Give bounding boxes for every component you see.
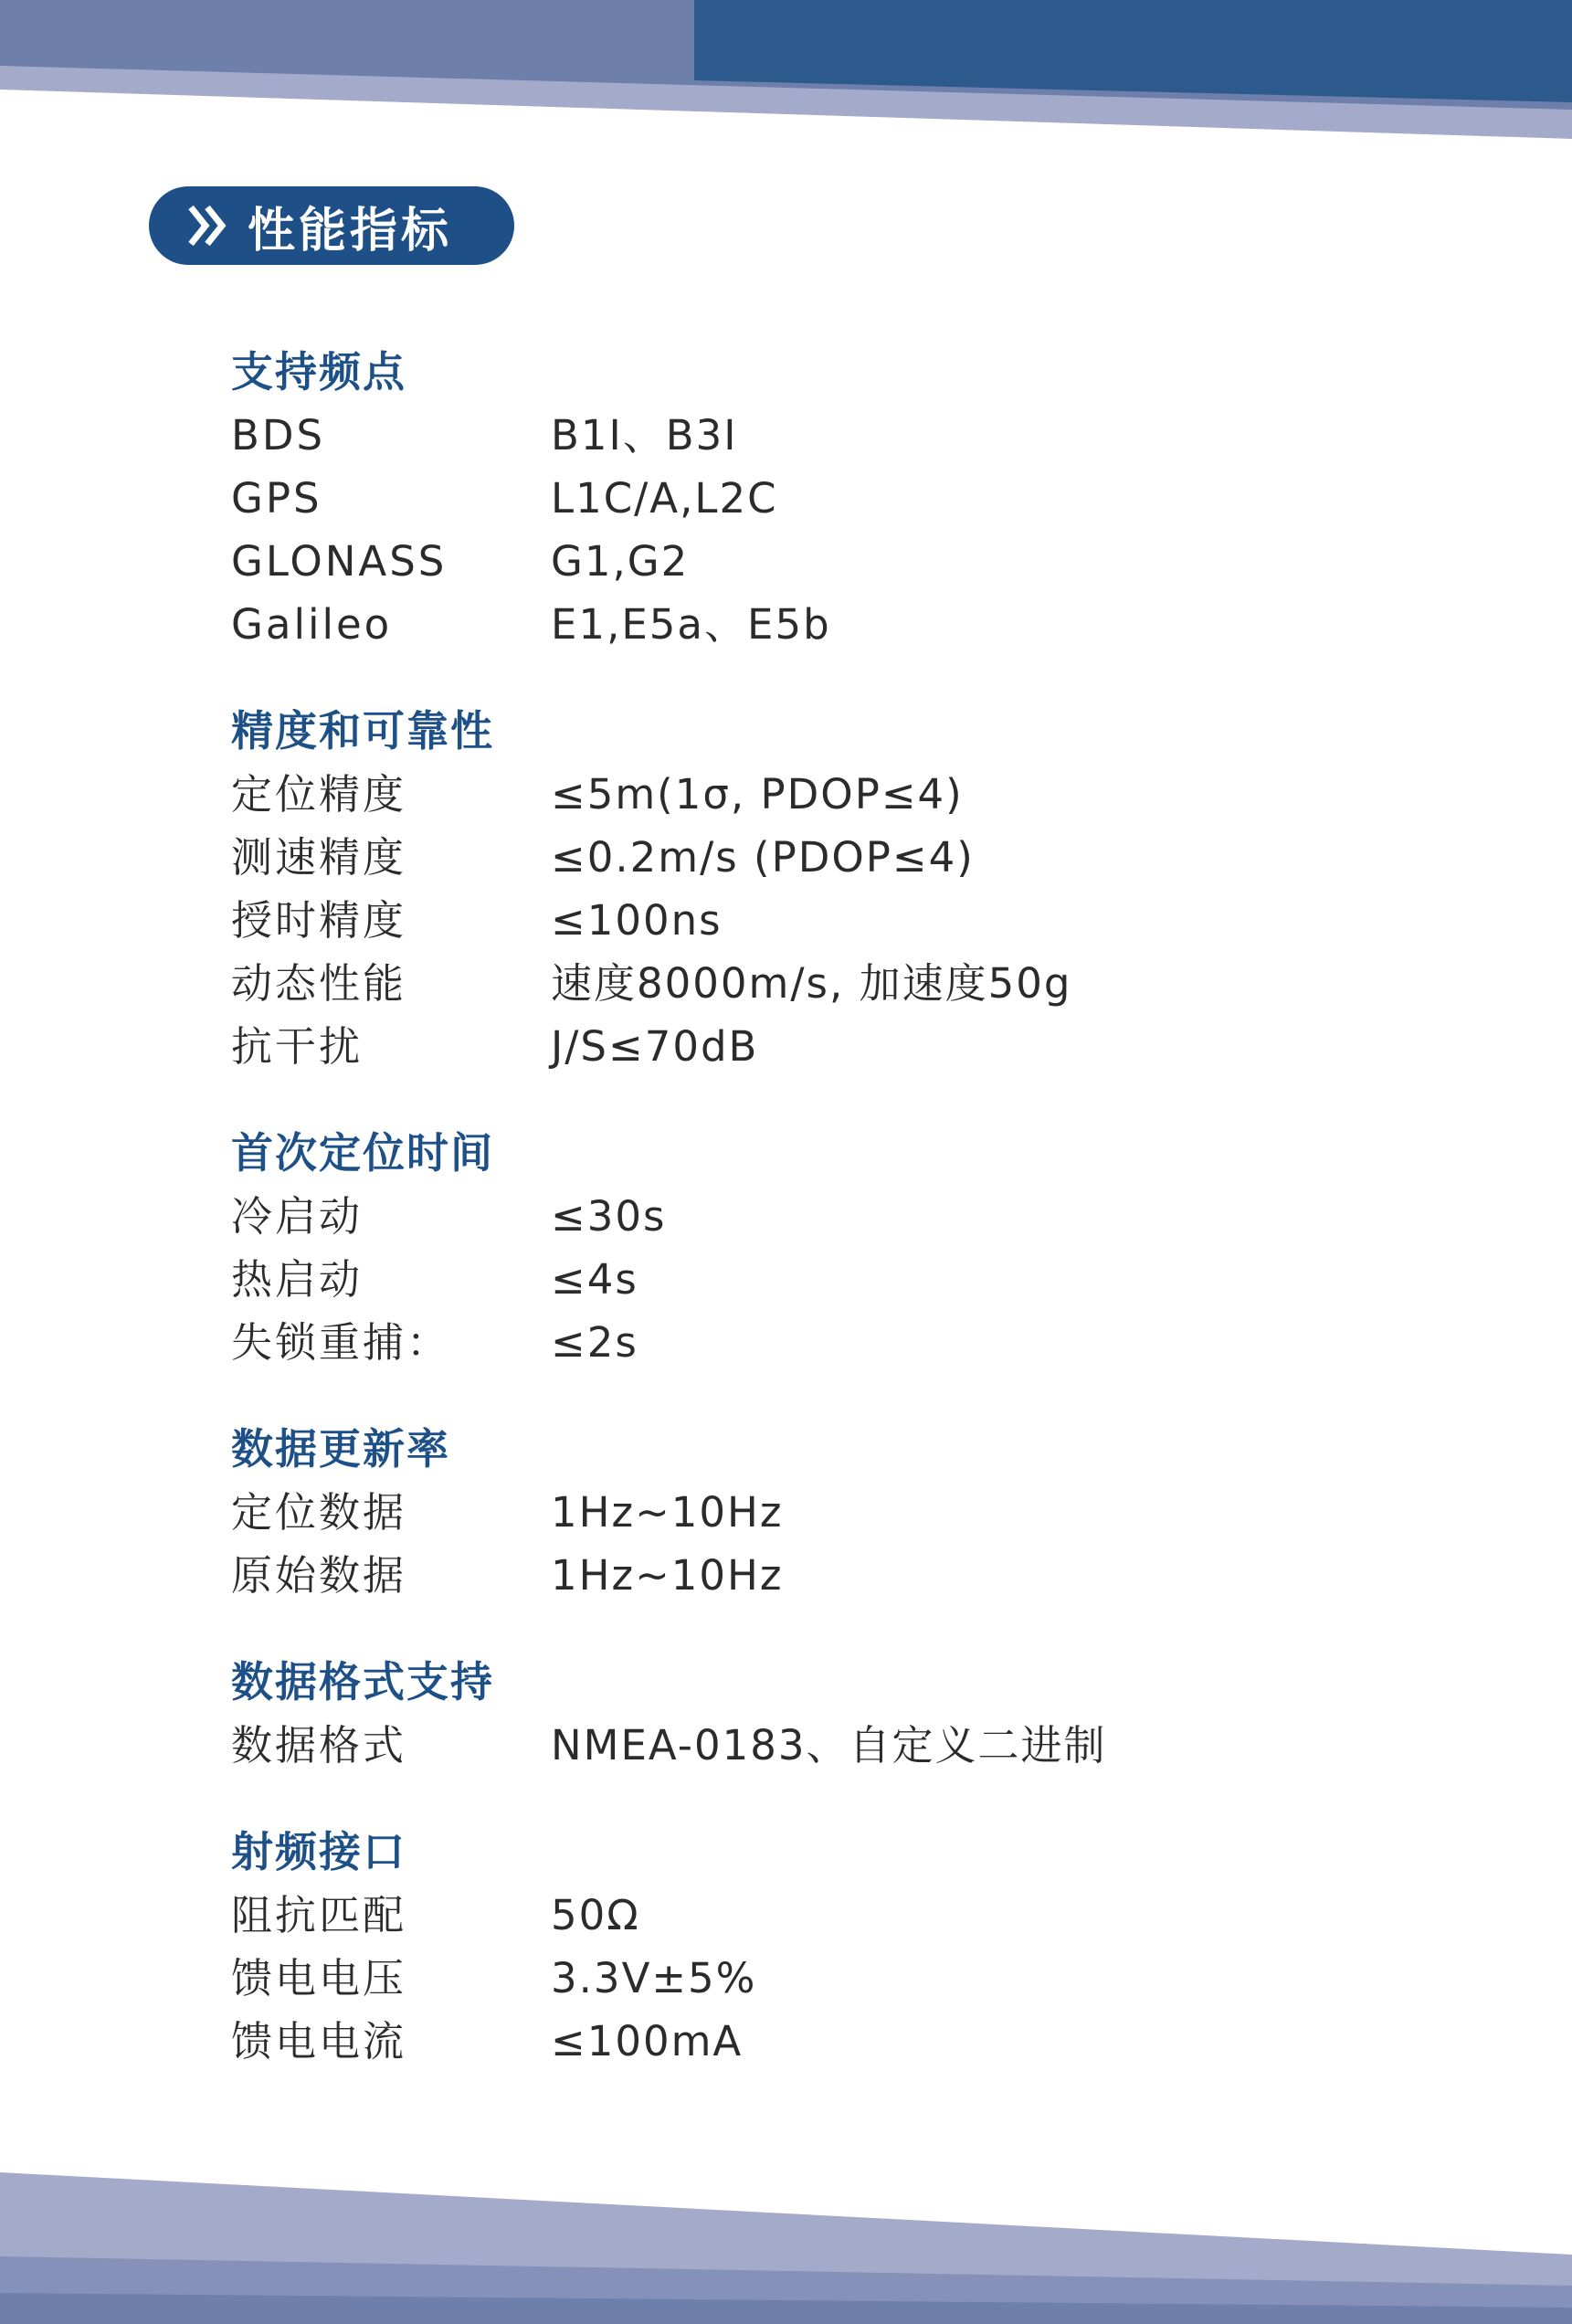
spec-label: 馈电电流 (231, 2017, 407, 2065)
spec-value: ≤5m(1σ, PDOP≤4) (551, 770, 964, 819)
spec-label: 原始数据 (231, 1551, 407, 1600)
spec-label: GLONASS (231, 537, 448, 586)
spec-row (231, 1947, 1419, 2010)
spec-value: ≤2s (551, 1318, 638, 1367)
spec-value: ≤30s (551, 1192, 667, 1241)
spec-section-rf-interface (231, 1820, 1419, 2073)
spec-label: 测速精度 (231, 833, 407, 882)
spec-value: 1Hz~10Hz (551, 1551, 784, 1600)
spec-label: 抗干扰 (231, 1022, 364, 1071)
spec-row (231, 1248, 1419, 1311)
section-heading: 数据更新率 (231, 1424, 450, 1474)
spec-row (231, 889, 1419, 952)
spec-section-data-format (231, 1650, 1419, 1777)
spec-content (231, 340, 1419, 2116)
spec-section-accuracy (231, 699, 1419, 1078)
spec-value: ≤100ns (551, 896, 723, 945)
spec-row (231, 404, 1419, 467)
section-heading: 精度和可靠性 (231, 706, 494, 755)
spec-section-frequencies (231, 340, 1419, 656)
spec-row (231, 952, 1419, 1015)
spec-value: 1Hz~10Hz (551, 1488, 784, 1537)
spec-section-update-rate (231, 1417, 1419, 1607)
spec-label: 阻抗匹配 (231, 1891, 407, 1939)
spec-value: J/S≤70dB (551, 1022, 759, 1071)
spec-row (231, 530, 1419, 593)
spec-label: 馈电电压 (231, 1954, 407, 2002)
spec-label: 定位精度 (231, 770, 407, 819)
top-decorative-band (0, 0, 1572, 164)
section-heading: 支持频点 (231, 347, 406, 396)
double-chevron-icon (187, 204, 229, 248)
spec-row (231, 467, 1419, 530)
spec-value: E1,E5a、E5b (551, 600, 831, 649)
section-title-pill (149, 186, 514, 265)
spec-row (231, 1714, 1419, 1777)
spec-label: 动态性能 (231, 959, 407, 1008)
spec-value: ≤100mA (551, 2017, 744, 2065)
spec-label: 授时精度 (231, 896, 407, 945)
spec-row (231, 1481, 1419, 1544)
spec-value: B1I、B3I (551, 411, 738, 460)
spec-row (231, 1884, 1419, 1947)
spec-row (231, 1311, 1419, 1374)
spec-value: ≤0.2m/s (PDOP≤4) (551, 833, 975, 882)
page-title: 性能指标 (248, 203, 453, 259)
spec-label: 数据格式 (231, 1721, 407, 1769)
spec-row (231, 1185, 1419, 1248)
bottom-decorative-band (0, 2156, 1572, 2324)
spec-value: G1,G2 (551, 537, 690, 586)
spec-value: L1C/A,L2C (551, 474, 778, 523)
spec-label: BDS (231, 411, 326, 460)
spec-row (231, 2010, 1419, 2073)
spec-label: GPS (231, 474, 322, 523)
spec-row (231, 593, 1419, 656)
spec-value: 速度8000m/s, 加速度50g (551, 959, 1072, 1008)
section-heading: 首次定位时间 (231, 1128, 494, 1178)
spec-value: NMEA-0183、自定义二进制 (551, 1721, 1107, 1769)
spec-row (231, 826, 1419, 889)
spec-label: Galileo (231, 600, 393, 649)
spec-label: 定位数据 (231, 1488, 407, 1537)
spec-value: 50Ω (551, 1891, 640, 1939)
spec-label: 失锁重捕： (231, 1318, 451, 1367)
section-heading: 数据格式支持 (231, 1657, 494, 1706)
spec-row (231, 1015, 1419, 1078)
spec-row (231, 763, 1419, 826)
spec-value: ≤4s (551, 1255, 638, 1304)
spec-label: 热启动 (231, 1255, 364, 1304)
spec-value: 3.3V±5% (551, 1954, 757, 2002)
spec-row (231, 1544, 1419, 1607)
spec-section-ttff (231, 1121, 1419, 1374)
section-heading: 射频接口 (231, 1827, 406, 1876)
spec-label: 冷启动 (231, 1192, 364, 1241)
